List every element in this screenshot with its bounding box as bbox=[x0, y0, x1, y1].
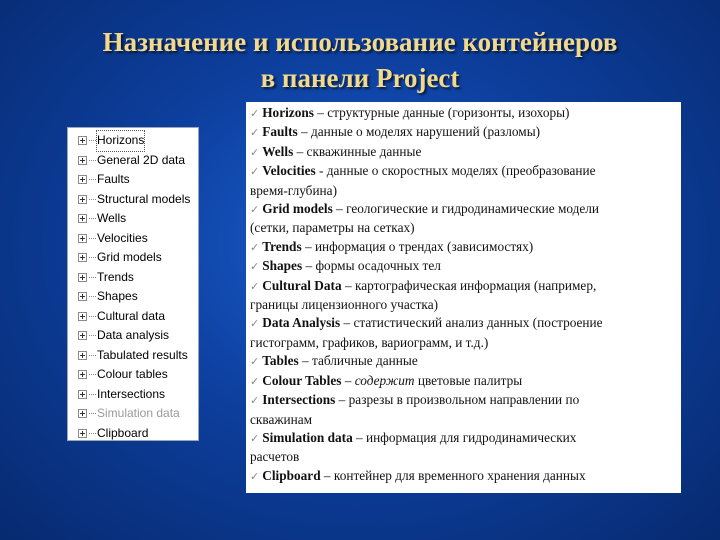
desc-colour-tables: ✓ Colour Tables – содержит цветовые палитры bbox=[250, 372, 523, 388]
expand-icon[interactable] bbox=[78, 214, 87, 223]
tree-connector bbox=[89, 179, 96, 180]
tree-item-horizons[interactable] bbox=[68, 131, 198, 151]
tree-item-structural-models[interactable] bbox=[68, 190, 198, 210]
desc-data-analysis: ✓ Data Analysis – статистический анализ данных (построение bbox=[250, 315, 603, 331]
tree-connector bbox=[89, 199, 96, 200]
tree-item-label: Faults bbox=[97, 172, 130, 186]
expand-icon[interactable] bbox=[78, 351, 87, 360]
tree-item-label: Grid models bbox=[97, 250, 162, 264]
tree-item-label: Data analysis bbox=[97, 328, 170, 342]
tree-connector bbox=[89, 355, 96, 356]
tree-item-label: Cultural data bbox=[97, 308, 166, 323]
desc-intersections: ✓ Intersections – разрезы в произвольном направлении по bbox=[250, 392, 580, 408]
desc-simulation-data: ✓ Simulation data – информация для гидродинамических bbox=[250, 429, 577, 445]
tree-item-label: Structural models bbox=[97, 191, 191, 206]
tree-connector bbox=[89, 218, 96, 219]
tree-item-label: Velocities bbox=[97, 230, 148, 245]
tree-item-grid-models[interactable] bbox=[68, 248, 198, 268]
tree-item-general-2d-data[interactable] bbox=[68, 151, 198, 171]
desc-cultural-data: ✓ Cultural Data – картографическая информация (например, bbox=[250, 277, 597, 293]
tree-item-label: Wells bbox=[97, 211, 127, 225]
tree-item-velocities[interactable] bbox=[68, 229, 198, 249]
tree-item-label: Shapes bbox=[97, 289, 138, 303]
desc-tables: ✓ Tables – табличные данные bbox=[250, 353, 418, 369]
tree-item-cultural-data[interactable] bbox=[68, 307, 198, 327]
bullet-check-icon: ✓ bbox=[250, 318, 260, 331]
desc-grid-models: ✓ Grid models – геологические и гидродинамические модели bbox=[250, 201, 600, 217]
desc-wells: ✓ Wells – скважинные данные bbox=[250, 143, 422, 159]
desc-velocities-cont: время-глубина) bbox=[250, 182, 338, 198]
desc-faults: ✓ Faults – данные о моделях нарушений (разломы) bbox=[250, 124, 541, 140]
tree-item-label: Trends bbox=[97, 269, 134, 284]
tree-item-clipboard[interactable] bbox=[68, 424, 198, 444]
tree-item-label: Clipboard bbox=[97, 425, 149, 440]
desc-simulation-data-cont: расчетов bbox=[250, 449, 300, 465]
desc-velocities: ✓ Velocities - данные о скоростных моделях (преобразование bbox=[250, 163, 596, 179]
tree-item-label: Colour tables bbox=[97, 367, 168, 381]
desc-intersections-cont: скважинам bbox=[250, 411, 313, 427]
bullet-check-icon: ✓ bbox=[250, 280, 260, 293]
expand-icon[interactable] bbox=[78, 312, 87, 321]
expand-icon[interactable] bbox=[78, 390, 87, 399]
tree-item-label: Horizons bbox=[97, 131, 144, 151]
bullet-check-icon: ✓ bbox=[250, 432, 260, 445]
expand-icon[interactable] bbox=[78, 234, 87, 243]
tree-item-tabulated-results[interactable] bbox=[68, 346, 198, 366]
tree-connector bbox=[89, 413, 96, 414]
bullet-check-icon: ✓ bbox=[250, 146, 260, 159]
desc-horizons: ✓ Horizons – структурные данные (горизонты, изохоры) bbox=[250, 105, 570, 120]
tree-item-wells[interactable] bbox=[68, 209, 198, 229]
tree-connector bbox=[89, 433, 96, 434]
expand-icon[interactable] bbox=[78, 429, 87, 438]
expand-icon[interactable] bbox=[78, 253, 87, 262]
tree-item-intersections[interactable] bbox=[68, 385, 198, 405]
tree-item-label: Simulation data bbox=[97, 406, 180, 420]
bullet-check-icon: ✓ bbox=[250, 166, 260, 179]
tree-connector bbox=[89, 140, 96, 141]
tree-item-label: Intersections bbox=[97, 386, 166, 401]
tree-connector bbox=[89, 277, 96, 278]
project-tree-panel bbox=[67, 127, 199, 441]
tree-item-trends[interactable] bbox=[68, 268, 198, 288]
tree-connector bbox=[89, 335, 96, 336]
tree-item-label: General 2D data bbox=[97, 152, 186, 167]
bullet-check-icon: ✓ bbox=[250, 261, 260, 274]
expand-icon[interactable] bbox=[78, 136, 87, 145]
title-line-2: в панели Project bbox=[260, 63, 460, 93]
tree-connector bbox=[89, 238, 96, 239]
bullet-check-icon: ✓ bbox=[250, 108, 260, 120]
tree-connector bbox=[89, 296, 96, 297]
bullet-check-icon: ✓ bbox=[250, 127, 260, 140]
tree-item-simulation-data[interactable] bbox=[68, 404, 198, 424]
bullet-check-icon: ✓ bbox=[250, 375, 260, 388]
slide-title bbox=[0, 24, 720, 96]
desc-shapes: ✓ Shapes – формы осадочных тел bbox=[250, 258, 441, 274]
tree-connector bbox=[89, 394, 96, 395]
tree-connector bbox=[89, 257, 96, 258]
tree-connector bbox=[89, 374, 96, 375]
tree-item-shapes[interactable] bbox=[68, 287, 198, 307]
container-descriptions-panel bbox=[246, 102, 681, 493]
bullet-check-icon: ✓ bbox=[250, 395, 260, 408]
expand-icon[interactable] bbox=[78, 292, 87, 301]
tree-connector bbox=[89, 316, 96, 317]
tree-item-label: Tabulated results bbox=[97, 347, 188, 362]
tree-item-colour-tables[interactable] bbox=[68, 365, 198, 385]
tree-item-faults[interactable] bbox=[68, 170, 198, 190]
bullet-check-icon: ✓ bbox=[250, 470, 260, 483]
tree-connector bbox=[89, 160, 96, 161]
tree-item-data-analysis[interactable] bbox=[68, 326, 198, 346]
expand-icon[interactable] bbox=[78, 331, 87, 340]
desc-data-analysis-cont: гистограмм, графиков, вариограмм, и т.д.) bbox=[250, 334, 489, 350]
desc-grid-models-cont: (сетки, параметры на сетках) bbox=[250, 220, 415, 236]
title-line-1: Назначение и использование контейнеров bbox=[102, 27, 618, 57]
expand-icon[interactable] bbox=[78, 195, 87, 204]
bullet-check-icon: ✓ bbox=[250, 356, 260, 369]
expand-icon[interactable] bbox=[78, 273, 87, 282]
expand-icon[interactable] bbox=[78, 175, 87, 184]
bullet-check-icon: ✓ bbox=[250, 241, 260, 254]
desc-clipboard: ✓ Clipboard – контейнер для временного хранения данных bbox=[250, 467, 586, 483]
expand-icon[interactable] bbox=[78, 156, 87, 165]
expand-icon[interactable] bbox=[78, 409, 87, 418]
desc-trends: ✓ Trends – информация о трендах (зависимостях) bbox=[250, 238, 534, 254]
desc-cultural-data-cont: границы лицензионного участка) bbox=[250, 297, 439, 313]
expand-icon[interactable] bbox=[78, 370, 87, 379]
bullet-check-icon: ✓ bbox=[250, 204, 260, 217]
